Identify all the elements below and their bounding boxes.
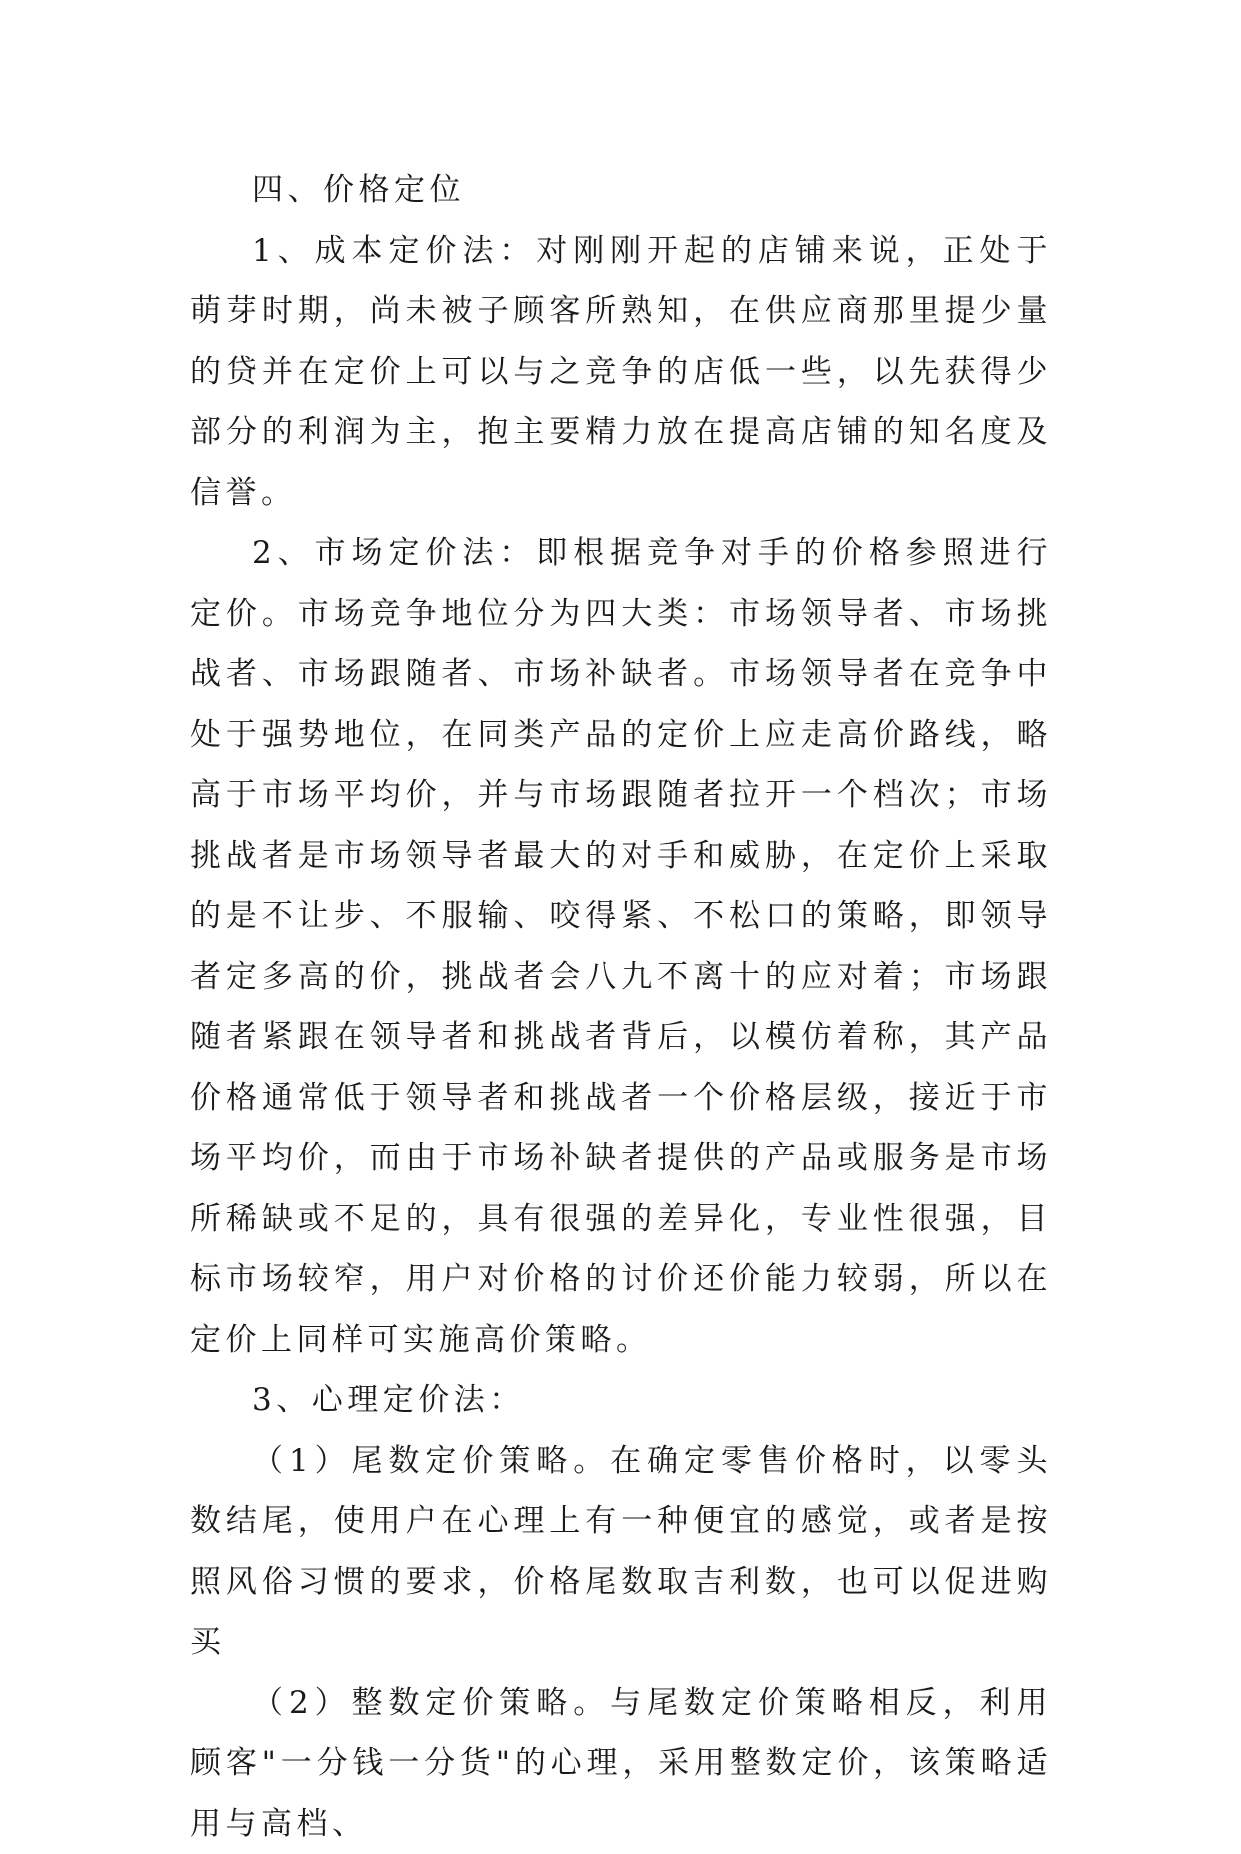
paragraph-round-pricing: （2）整数定价策略。与尾数定价策略相反，利用顾客"一分钱一分货"的心理，采用整数定价，该策略适用与高档、 — [190, 1673, 1052, 1854]
paragraph-odd-pricing: （1）尾数定价策略。在确定零售价格时，以零头数结尾，使用户在心理上有一种便宜的感觉，或者是按照风俗习惯的要求，价格尾数取吉利数，也可以促进购买 — [190, 1431, 1052, 1673]
paragraph-market-pricing: 2、市场定价法：即根据竞争对手的价格参照进行定价。市场竞争地位分为四大类：市场领导者、市场挑战者、市场跟随者、市场补缺者。市场领导者在竞争中处于强势地位，在同类产品的定价上应走高价路线，略高于市场平均价，并与市场跟随者拉开一个档次；市场挑战者是市场领导者最大的对手和威胁，在定价上采取的是不让步、不服输、咬得紧、不松口的策略，即领导者定多高的价，挑战者会八九不离十的应对着；市场跟随者紧跟在领导者和挑战者背后，以模仿着称，其产品价格通常低于领导者和挑战者一个价格层级，接近于市场平均价，而由于市场补缺者提供的产品或服务是市场所稀缺或不足的，具有很强的差异化，专业性很强，目标市场较窄，用户对价格的讨价还价能力较弱，所以在定价上同样可实施高价策略。 — [190, 523, 1052, 1370]
document-body — [190, 160, 1052, 1854]
paragraph-cost-pricing: 1、成本定价法：对刚刚开起的店铺来说，正处于萌芽时期，尚未被子顾客所熟知，在供应商那里提少量的贷并在定价上可以与之竞争的店低一些，以先获得少部分的利润为主，抱主要精力放在提高店铺的知名度及信誉。 — [190, 221, 1052, 524]
section-heading: 四、价格定位 — [190, 160, 1052, 221]
paragraph-psychological-pricing: 3、心理定价法： — [190, 1370, 1052, 1431]
